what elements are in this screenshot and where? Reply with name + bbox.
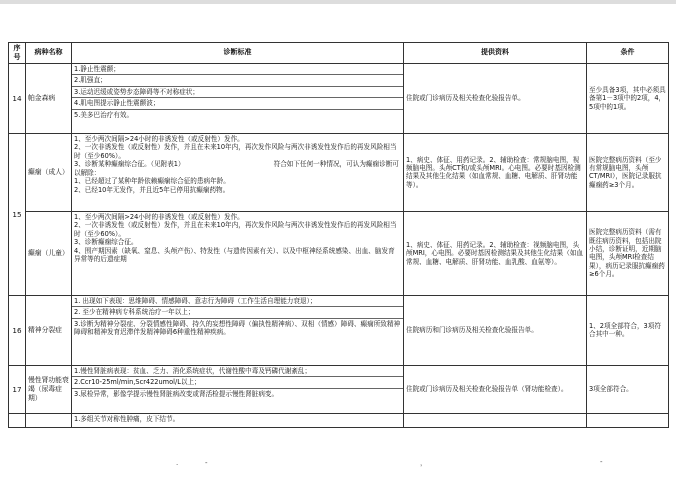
header-name: 病种名称 xyxy=(26,43,72,64)
row-number: 14 xyxy=(9,63,26,133)
criteria-line: 3.尿检异常，影像学提示慢性肾脏病改变或肾活检提示慢性肾脏病变。 xyxy=(74,389,279,398)
disease-name: 帕金森病 xyxy=(26,63,72,133)
header-materials: 提供资料 xyxy=(404,43,587,64)
scan-mark: ， xyxy=(420,459,427,467)
row-number: 15 xyxy=(9,133,26,295)
criteria-line: 1.多组关节对称性肿痛，皮下结节。 xyxy=(74,414,180,423)
diagnostic-criteria xyxy=(72,211,404,295)
conditions-cell: 1、2项全部符合，3项符合其中一种。 xyxy=(587,295,669,365)
table-row xyxy=(9,365,669,413)
disease-criteria-table-sheet xyxy=(8,42,668,432)
criteria-line: 4.肌电图提示静止性震颤波； xyxy=(72,98,403,109)
required-materials xyxy=(404,413,587,427)
scan-mark: - xyxy=(600,458,603,466)
table-row xyxy=(9,295,669,365)
header-conditions: 条件 xyxy=(587,43,669,64)
row-number: 16 xyxy=(9,295,26,365)
criteria-line: 3、诊断某种癫痫综合征。（见附表1） 符合如下任何一种情况，可认为癫痫诊断可以解除： xyxy=(74,160,399,177)
criteria-line: 1.慢性肾脏病表现：贫血、乏力、消化系统症状，代谢性酸中毒及钙磷代谢紊乱； xyxy=(72,366,403,377)
criteria-line: 2.Ccr10-25ml/min,Scr422umol/L以上； xyxy=(72,377,403,388)
criteria-line: 1.静止性震颤； xyxy=(72,64,403,75)
conditions-cell xyxy=(587,413,669,427)
diagnostic-criteria xyxy=(72,133,404,211)
criteria-line: 3.诊断为精神分裂症、分裂情感性障碍、持久的妄想性障碍（偏执性精神病）、双相（情感）障碍、癫痫所致精神障碍和精神发育迟滞伴发精神障碍6种重性精神疾病。 xyxy=(74,319,401,337)
criteria-line: 2、已经10年无发作，并且近5年已停用抗癫痫药物。 xyxy=(74,185,230,194)
criteria-line: 1. 出现如下表现：思维障碍、情感障碍、意志行为障碍（工作生活自理能力衰退）； xyxy=(72,296,403,307)
criteria-line: 2、一次非诱发性（或反射性）发作，并且在未来10年内，再次发作风险与两次非诱发性发作后的再发风险相当时（至少60%）。 xyxy=(74,221,397,238)
row-number xyxy=(9,413,26,427)
disease-criteria-table xyxy=(8,42,669,428)
disease-name: 癫痫（儿童） xyxy=(26,211,72,295)
criteria-line: 2. 至少在精神病专科系统治疗一年以上； xyxy=(72,307,403,318)
table-header-row xyxy=(9,43,669,64)
disease-name: 慢性肾功能衰竭（尿毒症期） xyxy=(26,365,72,413)
criteria-line: 1、至少两次间隔>24小时的非诱发性（或反射性）发作。 xyxy=(74,212,244,221)
required-materials: 1、病史、体征、用药记录。2、辅助检查：常规脑电图，视频脑电图。头颅CT和/或头颅MRI。心电图。必要时基因检测结果及其他生化结果（如血常规、血糖、电解质、肝肾功能等）。 xyxy=(404,133,587,211)
header-criteria: 诊断标准 xyxy=(72,43,404,64)
conditions-cell: 至少具备3项，其中必须具备第1－3项中的2项，4，5项中的1项。 xyxy=(587,63,669,133)
conditions-cell: 医院完整病历资料（需有既往病历资料，包括出院小结，诊断证明，近期脑电图，头颅MRI检查结果），病历记录服抗癫痫药≥6个月。 xyxy=(587,211,669,295)
conditions-cell: 3项全部符合。 xyxy=(587,365,669,413)
diagnostic-criteria xyxy=(72,365,404,413)
disease-name xyxy=(26,413,72,427)
top-edge-strip xyxy=(0,0,676,4)
required-materials: 住院或门诊病历及相关检查化验报告单（肾功能检查）。 xyxy=(404,365,587,413)
criteria-line: 4、围产期因素（缺氧、窒息、头颅产伤）、特发性（与遗传因素有关）、以及中枢神经系统感染、出血、脑发育异常等的后遗症期 xyxy=(74,246,395,264)
disease-name: 精神分裂症 xyxy=(26,295,72,365)
diagnostic-criteria xyxy=(72,295,404,365)
diagnostic-criteria xyxy=(72,63,404,133)
criteria-line: 2、一次非诱发性（或反射性）发作，并且在未来10年内，再次发作风险与两次非诱发性发作后的再发风险相当时（至少60%）。 xyxy=(74,143,397,160)
criteria-line: 5.美多巴治疗有效。 xyxy=(74,110,134,119)
criteria-line: 1、已经超过了某种年龄依赖癫痫综合征的患病年龄。 xyxy=(74,177,230,186)
scan-mark: - xyxy=(205,459,208,467)
diagnostic-criteria xyxy=(72,413,404,427)
conditions-cell: 医院完整病历资料（至少有常规脑电图，头颅CT/MRI），医院记录服抗癫痫药≥3个月。 xyxy=(587,133,669,211)
required-materials: 住院或门诊病历及相关检查化验报告单。 xyxy=(404,63,587,133)
header-no: 序号 xyxy=(9,43,26,64)
required-materials: 1、病史、体征、用药记录。2、辅助检查：视频脑电图，头颅MRI，心电图。必要时基因检测结果及其他生化结果（如血常规、血糖、电解质、肝肾功能、血乳酸、血氨等）。 xyxy=(404,211,587,295)
table-row xyxy=(9,63,669,133)
criteria-line: 1、至少两次间隔>24小时的非诱发性（或反射性）发作。 xyxy=(74,134,244,143)
scan-mark: . xyxy=(176,459,179,467)
criteria-line: 3.运动迟缓或姿势步态障碍等不对称症状； xyxy=(72,87,403,98)
row-number: 17 xyxy=(9,365,26,413)
criteria-line: 2.肌强直； xyxy=(72,75,403,86)
table-row xyxy=(9,133,669,211)
required-materials: 住院病历和门诊病历及相关检查化验报告单。 xyxy=(404,295,587,365)
table-row xyxy=(9,211,669,295)
criteria-line: 3、诊断癫痫综合征。 xyxy=(74,238,138,247)
table-row xyxy=(9,413,669,427)
disease-name: 癫痫（成人） xyxy=(26,133,72,211)
